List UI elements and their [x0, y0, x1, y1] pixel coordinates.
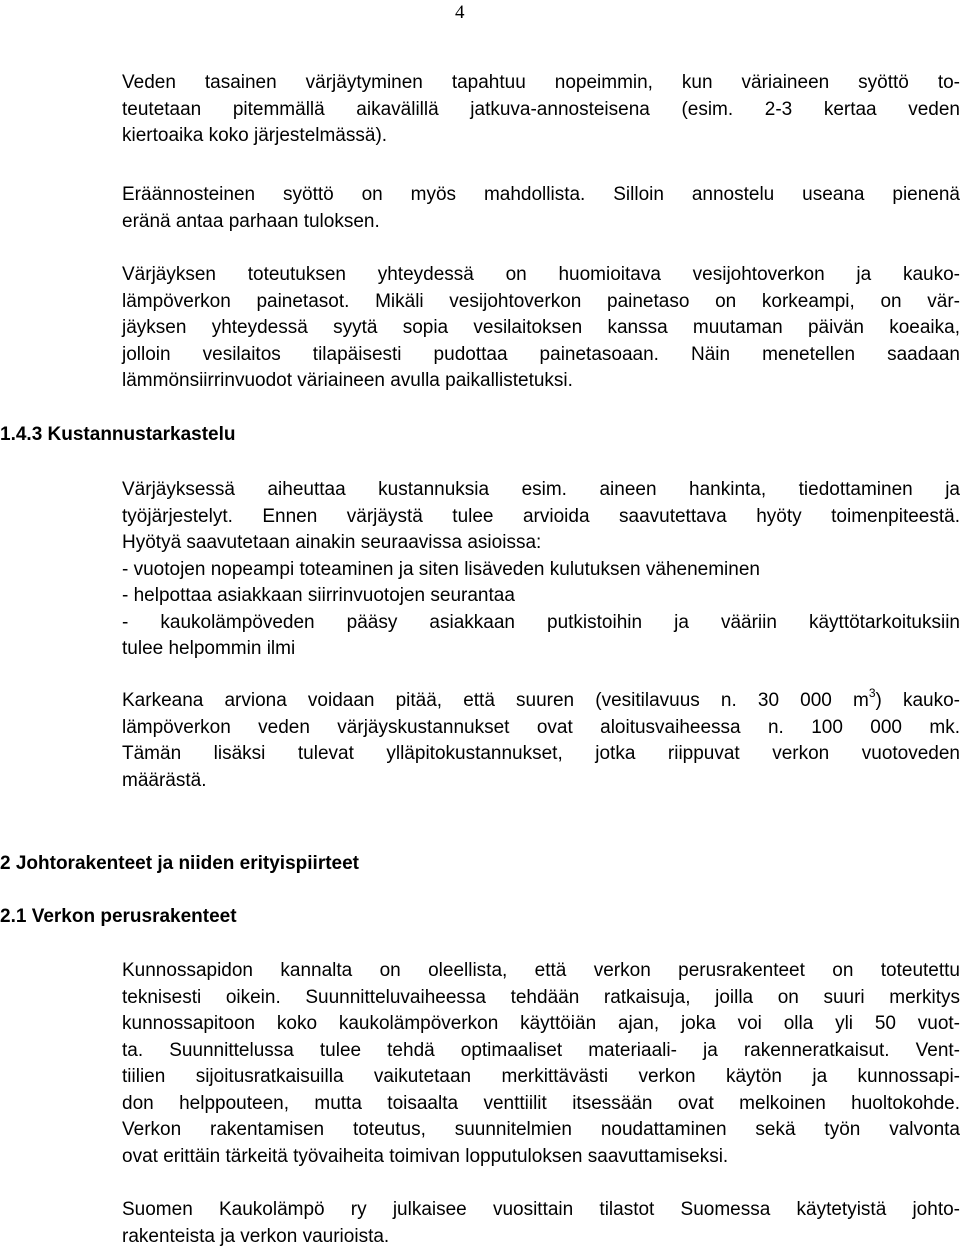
- text-line: lämpöverkon painetasot. Mikäli vesijohtoverkon painetaso on korkeampi, on vär-: [122, 290, 960, 312]
- text-line: tulee helpommin ilmi: [122, 638, 296, 659]
- text-line: lämpöverkon veden värjäyskustannukset ovat aloitusvaiheessa n. 100 000 mk.: [122, 716, 960, 738]
- paragraph-pressure-levels: [122, 262, 960, 395]
- section-heading-cost-review: 1.4.3 Kustannustarkastelu: [0, 424, 236, 445]
- text-line: Tämän lisäksi tulevat ylläpitokustannukset, jotka riippuvat verkon vuotoveden: [122, 743, 960, 764]
- paragraph-continuous-feed: [122, 70, 960, 150]
- text-line: Verkon rakentamisen toteutus, suunnitelmien noudattaminen sekä työn valvonta: [122, 1119, 960, 1140]
- superscript: 3: [868, 685, 876, 700]
- text-line: tiilien sijoitusratkaisuilla vaikutetaan merkittävästi verkon käytön ja kunnossapi-: [122, 1066, 960, 1087]
- text-line: jolloin vesilaitos tilapäisesti pudottaa painetasoaan. Näin menetellen saadaan: [122, 343, 960, 365]
- text-line: don helppouteen, mutta toisaalta venttiilit itsessään ovat melkoinen huoltokohde.: [122, 1092, 960, 1114]
- list-item: - helpottaa asiakkaan siirrinvuotojen seurantaa: [122, 585, 515, 606]
- paragraph-maintenance: [122, 958, 960, 1170]
- list-item: - vuotojen nopeampi toteaminen ja siten lisäveden kulutuksen väheneminen: [122, 558, 760, 580]
- text-line: kunnossapitoon koko kaukolämpöverkon käyttöiän ajan, joka voi olla yli 50 vuot-: [122, 1013, 960, 1034]
- text-line: [122, 685, 960, 715]
- paragraph-statistics: [122, 1197, 960, 1250]
- paragraph-batch-feed: [122, 182, 960, 235]
- text-line: Hyötyä saavutetaan ainakin seuraavissa asioissa:: [122, 532, 542, 553]
- paragraph-rough-estimate: [122, 685, 960, 794]
- page-number: 4: [455, 2, 465, 23]
- text-line: Värjäyksen toteutuksen yhteydessä on huomioitava vesijohtoverkon ja kauko-: [122, 264, 960, 285]
- list-item: - kaukolämpöveden pääsy asiakkaan putkistoihin ja vääriin käyttötarkoituksiin: [122, 611, 960, 633]
- text-line: Suomen Kaukolämpö ry julkaisee vuosittain tilastot Suomessa käytetyistä johto-: [122, 1199, 960, 1220]
- text-fragment: Karkeana arviona voidaan pitää, että suuren (vesitilavuus n. 30 000 m: [122, 690, 869, 711]
- text-line: Värjäyksessä aiheuttaa kustannuksia esim. aineen hankinta, tiedottaminen ja: [122, 479, 960, 500]
- text-line: kiertoaika koko järjestelmässä).: [122, 125, 388, 146]
- paragraph-costs: [122, 477, 960, 663]
- text-line: työjärjestelyt. Ennen värjäystä tulee arvioida saavutettava hyöty toimenpiteestä.: [122, 505, 960, 527]
- section-heading-network-basics: 2.1 Verkon perusrakenteet: [0, 906, 237, 927]
- text-line: lämmönsiirrinvuodot väriaineen avulla paikallistetuksi.: [122, 370, 573, 391]
- text-line: jäyksen yhteydessä syytä sopia vesilaitoksen kanssa muutaman päivän koeaika,: [122, 317, 960, 338]
- text-line: teutetaan pitemmällä aikavälillä jatkuva-annosteisena (esim. 2-3 kertaa veden: [122, 98, 960, 120]
- section-heading-pipe-structures: 2 Johtorakenteet ja niiden erityispiirteet: [0, 853, 359, 874]
- text-line: eränä antaa parhaan tuloksen.: [122, 210, 380, 232]
- text-line: määrästä.: [122, 769, 207, 791]
- text-line: ta. Suunnittelussa tulee tehdä optimaaliset materiaali- ja rakenneratkaisut. Vent-: [122, 1039, 960, 1061]
- text-fragment: ) kauko-: [875, 690, 960, 711]
- text-line: Veden tasainen värjäytyminen tapahtuu nopeimmin, kun väriaineen syöttö to-: [122, 72, 960, 93]
- text-line: ovat erittäin tärkeitä työvaiheita toimivan lopputuloksen saavuttamiseksi.: [122, 1145, 729, 1167]
- text-line: rakenteista ja verkon vaurioista.: [122, 1225, 390, 1247]
- text-line: Kunnossapidon kannalta on oleellista, että verkon perusrakenteet on toteutettu: [122, 960, 960, 981]
- text-line: Eräännosteinen syöttö on myös mahdollista. Silloin annostelu useana pienenä: [122, 184, 960, 205]
- text-line: teknisesti oikein. Suunnitteluvaiheessa tehdään ratkaisuja, joilla on suuri merkitys: [122, 986, 960, 1008]
